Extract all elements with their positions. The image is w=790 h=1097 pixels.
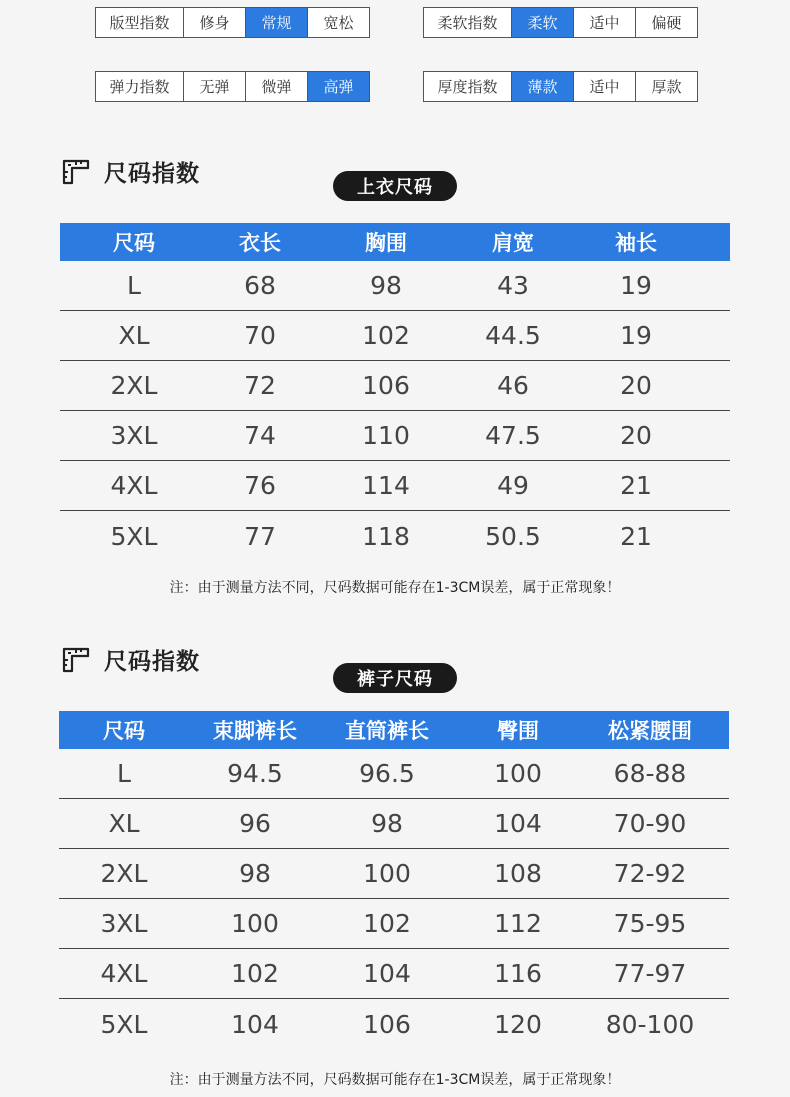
column-header: 衣长 [239,231,281,255]
elasticity-index [95,71,370,102]
table-cell: 68 [244,271,276,300]
table-cell: 20 [620,371,652,400]
table-cell: 102 [231,959,279,988]
bottom-size-table [59,711,729,1049]
softness-index [423,7,698,38]
fit-index [95,7,370,38]
softness-index-label: 柔软指数 [437,14,498,32]
column-header: 直筒裤长 [345,719,429,743]
table-cell: 120 [494,1009,542,1039]
table-cell: 112 [494,909,542,938]
table-cell: 77-97 [613,959,687,988]
table-cell: 102 [362,321,410,350]
table-cell: 20 [620,421,652,450]
table-row [59,999,729,1049]
table-cell: 72 [244,371,276,400]
table-row [59,799,729,849]
table-cell: XL [108,809,140,838]
bottom-section-title: 尺码指数 [104,649,200,675]
table-cell: 2XL [110,371,158,400]
table-cell: 114 [362,471,410,500]
fit-option-slim: 修身 [183,8,245,37]
table-cell: 104 [363,959,411,988]
elasticity-option-none: 无弹 [183,72,245,101]
thickness-index-label: 厚度指数 [437,78,498,96]
table-row [59,849,729,899]
table-cell: 106 [362,371,410,400]
fit-option-loose: 宽松 [307,8,369,37]
table-cell: 68-88 [613,759,687,788]
table-cell: 47.5 [485,421,541,450]
table-cell: 21 [620,471,652,500]
table-cell: 100 [363,859,411,888]
column-header: 束脚裤长 [213,719,297,743]
table-row [59,949,729,999]
table-cell: L [127,271,141,300]
table-cell: 100 [231,909,279,938]
table-cell: 108 [494,859,542,888]
table-cell: 96.5 [359,759,415,788]
table-cell: 70-90 [613,809,687,838]
table-cell: 98 [239,859,271,888]
thickness-option-thick: 厚款 [635,72,697,101]
table-cell: 74 [244,421,276,450]
table-cell: 43 [497,271,529,300]
thickness-option-medium: 适中 [573,72,635,101]
bottom-section-header [62,643,200,676]
table-row [60,361,730,411]
softness-option-medium: 适中 [573,8,635,37]
table-header [59,711,729,749]
table-cell: 116 [494,959,542,988]
table-cell: 5XL [110,521,158,551]
table-cell: 104 [494,809,542,838]
elasticity-option-high: 高弹 [307,72,369,101]
top-section-title: 尺码指数 [104,161,200,187]
thickness-option-thin: 薄款 [511,72,573,101]
bottom-pill-label: 裤子尺码 [333,663,457,693]
table-cell: 100 [494,759,542,788]
table-cell: 110 [362,421,410,450]
table-cell: 77 [244,521,276,551]
table-cell: 72-92 [613,859,687,888]
table-cell: L [117,759,131,788]
table-cell: 118 [362,521,410,551]
table-cell: 104 [231,1009,279,1039]
table-cell: 70 [244,321,276,350]
column-header: 胸围 [365,231,407,255]
table-cell: 4XL [100,959,148,988]
table-row [59,899,729,949]
table-cell: 5XL [100,1009,148,1039]
ruler-icon [62,647,90,673]
table-cell: XL [118,321,150,350]
ruler-icon [62,159,90,185]
table-cell: 3XL [100,909,148,938]
column-header: 尺码 [113,231,155,255]
table-cell: 2XL [100,859,148,888]
table-cell: 50.5 [485,521,541,551]
fit-index-label: 版型指数 [109,14,170,32]
elasticity-option-slight: 微弹 [245,72,307,101]
column-header: 尺码 [103,719,145,743]
top-note: 注：由于测量方法不同，尺码数据可能存在1-3CM误差，属于正常现象！ [169,580,621,596]
table-cell: 94.5 [227,759,283,788]
table-cell: 21 [620,521,652,551]
table-cell: 19 [620,321,652,350]
table-row [60,311,730,361]
bottom-note: 注：由于测量方法不同，尺码数据可能存在1-3CM误差，属于正常现象！ [169,1072,621,1088]
table-cell: 46 [497,371,529,400]
top-section-header [62,155,200,188]
top-size-table [60,223,730,561]
table-cell: 44.5 [485,321,541,350]
table-cell: 76 [244,471,276,500]
table-row [60,461,730,511]
column-header: 肩宽 [492,231,534,255]
table-cell: 98 [370,271,402,300]
column-header: 松紧腰围 [608,719,692,743]
table-header [60,223,730,261]
fit-option-regular: 常规 [245,8,307,37]
table-row [59,749,729,799]
softness-option-soft: 柔软 [511,8,573,37]
table-cell: 96 [239,809,271,838]
table-row [60,411,730,461]
table-row [60,261,730,311]
table-row [60,511,730,561]
table-cell: 19 [620,271,652,300]
table-cell: 98 [371,809,403,838]
table-cell: 106 [363,1009,411,1039]
table-cell: 80-100 [605,1009,695,1039]
column-header: 袖长 [615,231,657,255]
elasticity-index-label: 弹力指数 [109,78,170,96]
top-pill-label: 上衣尺码 [333,171,457,201]
table-cell: 102 [363,909,411,938]
table-cell: 49 [497,471,529,500]
table-cell: 75-95 [613,909,687,938]
column-header: 臀围 [497,719,539,743]
softness-option-hard: 偏硬 [635,8,697,37]
table-cell: 4XL [110,471,158,500]
thickness-index [423,71,698,102]
table-cell: 3XL [110,421,158,450]
